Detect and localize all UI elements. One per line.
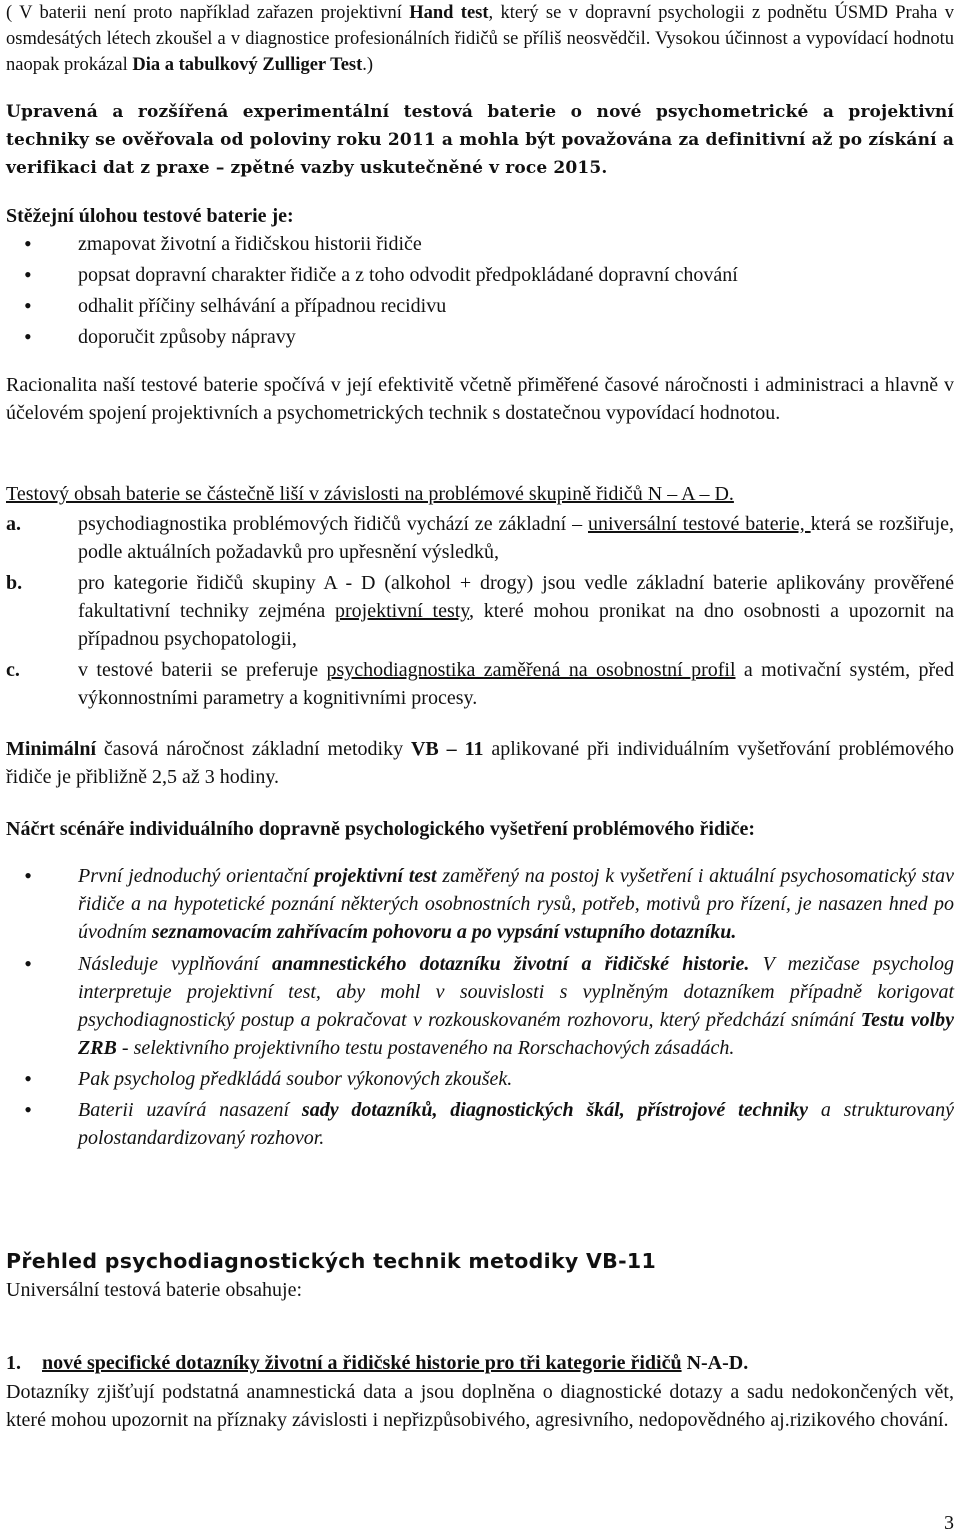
intro-text: ( V baterii není proto například zařazen projektivní [6,3,410,23]
item-bold: anamnestického dotazníku životní a řidičské historie. [272,953,750,975]
body-text: aplikované při individuálním vyšetřování problémového řidiče je přibližně 2,5 až 3 hodiny. [6,738,954,788]
intro-bold-hand-test: Hand test [409,3,489,23]
body-text: časová náročnost základní metodiky [96,738,411,760]
list-label: 1. [6,1352,21,1374]
item-text: v testové baterii se preferuje [78,659,327,681]
item-bold: projektivní test [314,865,437,887]
item-text: N-A-D. [681,1352,749,1374]
list-item [6,569,954,653]
list-label: c. [6,659,20,681]
list-item: • doporučit způsoby nápravy [6,323,954,351]
list-item: • popsat dopravní charakter řidiče a z toho odvodit předpokládané dopravní chování [6,261,954,289]
item-text: , které mohou pronikat na dno osobnosti a upozornit na případnou psychopatologii, [78,600,955,650]
item-bold: Testu volby ZRB [78,1009,954,1059]
main-task-list [6,230,954,351]
item-bold: sady dotazníků, diagnostických škál, přístrojové techniky [301,1099,809,1121]
item-text: První jednoduchý orientační [78,865,315,887]
item-underlined: universální testové baterie, [588,513,811,535]
scenario-list [6,862,954,1152]
content-heading-text: Testový obsah baterie se částečně liší v závislosti na problémové skupině řidičů N – A – D. [6,483,734,505]
overview-description: Dotazníky zjišťují podstatná anamnestická data a jsou doplněna o diagnostické dotazy a sadu nedokončených vět, které mohou upozornit na příznaky závislosti i nepřizpůsobivého, agresivního, nedopovědného aj.rizikového chování. [6,1381,954,1431]
list-item: • zmapovat životní a řidičskou historii řidiče [6,230,954,258]
list-item [6,510,954,566]
item-text: a motivační systém, před výkonnostními parametry a kognitivními procesy. [78,659,955,709]
item-text: a strukturovaný polostandardizovaný rozhovor. [78,1099,954,1149]
content-list [6,510,954,712]
content-heading [6,480,954,508]
item-text: která se rozšiřuje, podle aktuálních požadavků pro upřesnění výsledků, [78,513,954,563]
item-text: Baterii uzavírá nasazení [78,1099,302,1121]
page-number: 3 [944,1512,954,1534]
list-item [6,656,954,712]
list-item: • odhalit příčiny selhávání a případnou recidivu [6,292,954,320]
item-text: zaměřený na postoj k vyšetření i aktuální psychosomatický stav řidiče a na hypotetické poznání některých osobnostních rysů, potřeb, motivů pro řízení, je nasazen hned po úvodním [78,865,954,943]
overview-heading: Přehled psychodiagnostických technik metodiky VB-11 [6,1249,657,1273]
intro-text: .) [362,55,374,75]
intro-text: , který se v dopravní psychologii z podnětu ÚSMD Praha v osmdesátých létech zkoušel a v diagnostice profesionálních řidičů se příliš neosvědčil. Vysokou účinnost a vypovídací hodnotu naopak prokázal [6,3,954,75]
list-label: a. [6,513,21,535]
item-text: - selektivního projektivního testu postaveného na Rorschachových zásadách. [116,1037,735,1059]
item-text: V mezičase psycholog interpretuje projektivní test, aby mohl v souvislosti s vyplněným dotazníkem případně korigovat psychodiagnostický postup a pokračovat v rozkouskovaném rozhovoru, který předchází snímání [78,953,955,1031]
intro-bold-dia-zulliger: Dia a tabulkový Zulliger Test [132,55,363,75]
bold-text: Minimální [6,738,97,760]
item-text: pro kategorie řidičů skupiny A - D (alkohol + drogy) jsou vedle základní baterie aplikovány prověřené fakultativní techniky zejména [78,572,954,622]
item-text: psychodiagnostika problémových řidičů vychází ze základní – [78,513,588,535]
minimal-time-paragraph [6,735,954,791]
overview-subheading: Universální testová baterie obsahuje: [6,1279,303,1301]
list-item [6,1096,954,1152]
item-underlined: nové specifické dotazníky životní a řidičské historie pro tři kategorie řidičů [42,1352,682,1374]
intro-paragraph [6,0,954,78]
item-underlined: psychodiagnostika zaměřená na osobnostní profil [326,659,736,681]
item-underlined: projektivní testy [334,600,469,622]
main-task-heading: Stěžejní úlohou testové baterie je: [6,205,294,227]
list-item [6,862,954,946]
bold-text: VB – 11 [410,738,484,760]
list-label: b. [6,572,23,594]
scenario-heading: Náčrt scénáře individuálního dopravně psychologického vyšetření problémového řidiče: [6,818,756,840]
rationale-paragraph: Racionalita naší testové baterie spočívá v její efektivitě včetně přiměřené časové náročnosti i administraci a hlavně v účelovém spojení projektivních a psychometrických technik s dostatečnou vypovídací hodnotou. [6,374,954,424]
item-bold: seznamovacím zahřívacím pohovoru a po vypsání vstupního dotazníku. [151,921,737,943]
bold-paragraph: Upravená a rozšířená experimentální testová baterie o nové psychometrické a projektivní techniky se ověřovala od poloviny roku 2011 a mohla být považována za definitivní až po získání a verifikaci dat z praxe – zpětné vazby uskutečněné v roce 2015. [6,102,954,178]
item-text: Následuje vyplňování [78,953,273,975]
list-item [6,950,954,1062]
overview-item-1 [6,1349,954,1377]
list-item: • Pak psycholog předkládá soubor výkonových zkoušek. [6,1065,954,1093]
